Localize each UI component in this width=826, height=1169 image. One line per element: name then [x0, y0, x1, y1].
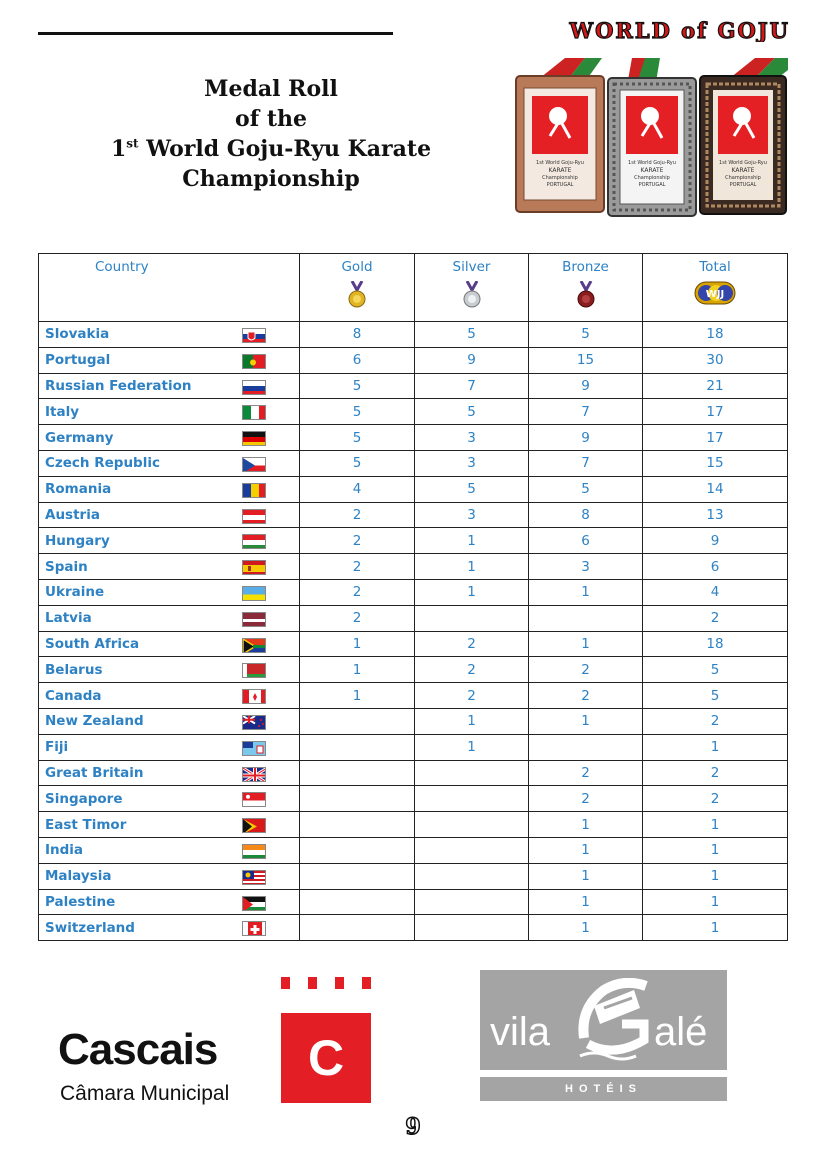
bronze-count-cell: 1 [529, 579, 643, 605]
gold-count-cell: 2 [300, 502, 415, 528]
country-name: Germany [45, 429, 114, 446]
gold-count-cell [300, 812, 415, 838]
table-row [39, 528, 788, 554]
svg-text:WJJ: WJJ [705, 289, 725, 300]
medal-left-line2: KARATE [548, 167, 572, 174]
cascais-logo-bars [281, 977, 373, 989]
table-row [39, 812, 788, 838]
total-count-cell: 17 [643, 399, 788, 425]
gold-count-cell: 6 [300, 347, 415, 373]
gold-count-cell: 4 [300, 476, 415, 502]
total-count-cell: 9 [643, 528, 788, 554]
title-line-3 [80, 134, 462, 164]
medal-middle [608, 78, 696, 216]
country-name: New Zealand [45, 713, 144, 730]
country-flag-icon [242, 715, 266, 730]
silver-count-cell: 2 [415, 683, 529, 709]
country-cell [39, 657, 300, 683]
vilagale-subtitle: HOTÉIS [480, 1077, 727, 1101]
gold-count-cell: 1 [300, 657, 415, 683]
header-silver-label: Silver [452, 259, 491, 275]
silver-count-cell: 2 [415, 631, 529, 657]
country-flag-icon [242, 689, 266, 704]
bronze-count-cell: 1 [529, 915, 643, 941]
country-cell [39, 734, 300, 760]
total-count-cell: 13 [643, 502, 788, 528]
country-cell [39, 554, 300, 580]
header-gold [300, 254, 415, 322]
title-line-3-rest: World Goju-Ryu Karate [138, 136, 432, 162]
country-flag-icon [242, 844, 266, 859]
medal-middle-line2: KARATE [640, 167, 664, 174]
country-flag-icon [242, 792, 266, 807]
silver-count-cell [415, 837, 529, 863]
total-count-cell: 5 [643, 657, 788, 683]
country-name: Romania [45, 481, 112, 498]
country-name: Slovakia [45, 326, 110, 343]
header-country-label: Country [95, 259, 149, 275]
table-row [39, 502, 788, 528]
title-line-1: Medal Roll [204, 76, 338, 102]
gold-count-cell: 5 [300, 399, 415, 425]
cascais-bar [308, 977, 317, 989]
table-row [39, 579, 788, 605]
gold-count-cell: 5 [300, 373, 415, 399]
table-row [39, 889, 788, 915]
gold-count-cell [300, 837, 415, 863]
table-row [39, 863, 788, 889]
gold-count-cell [300, 889, 415, 915]
vilagale-word-right: alé [654, 1010, 708, 1054]
country-cell [39, 837, 300, 863]
country-cell [39, 889, 300, 915]
gold-count-cell [300, 734, 415, 760]
gold-count-cell [300, 708, 415, 734]
bronze-count-cell [529, 734, 643, 760]
silver-count-cell [415, 605, 529, 631]
medals-photo [510, 58, 788, 218]
total-count-cell: 1 [643, 812, 788, 838]
country-cell [39, 425, 300, 451]
bronze-count-cell: 1 [529, 889, 643, 915]
country-flag-icon [242, 380, 266, 395]
country-cell [39, 476, 300, 502]
silver-count-cell: 2 [415, 657, 529, 683]
bronze-count-cell: 1 [529, 708, 643, 734]
bronze-count-cell: 9 [529, 425, 643, 451]
country-flag-icon [242, 818, 266, 833]
country-cell [39, 915, 300, 941]
country-cell [39, 373, 300, 399]
table-row [39, 373, 788, 399]
silver-count-cell: 1 [415, 528, 529, 554]
header-total-label: Total [699, 259, 731, 275]
country-flag-icon [242, 509, 266, 524]
total-count-cell: 4 [643, 579, 788, 605]
gold-count-cell: 2 [300, 554, 415, 580]
bronze-count-cell: 7 [529, 399, 643, 425]
total-count-cell: 2 [643, 786, 788, 812]
medal-middle-line4: PORTUGAL [638, 182, 666, 188]
bronze-count-cell: 1 [529, 631, 643, 657]
country-cell [39, 605, 300, 631]
table-row [39, 786, 788, 812]
medal-left [516, 76, 604, 212]
silver-count-cell: 1 [415, 734, 529, 760]
silver-count-cell: 1 [415, 708, 529, 734]
country-name: Switzerland [45, 919, 135, 936]
country-flag-icon [242, 663, 266, 678]
page-number: 9 [405, 1114, 421, 1140]
total-count-cell: 18 [643, 322, 788, 348]
bronze-count-cell: 2 [529, 683, 643, 709]
country-flag-icon [242, 457, 266, 472]
header-total [643, 254, 788, 322]
bronze-count-cell: 2 [529, 786, 643, 812]
country-cell [39, 579, 300, 605]
total-count-cell: 1 [643, 837, 788, 863]
country-name: Portugal [45, 352, 111, 369]
bronze-count-cell: 6 [529, 528, 643, 554]
country-cell [39, 812, 300, 838]
table-row [39, 554, 788, 580]
country-flag-icon [242, 431, 266, 446]
table-row [39, 708, 788, 734]
medal-left-line3: Championship [542, 175, 578, 181]
bronze-count-cell: 1 [529, 863, 643, 889]
table-row [39, 605, 788, 631]
cascais-bar [281, 977, 290, 989]
gold-count-cell: 5 [300, 425, 415, 451]
gold-count-cell: 2 [300, 579, 415, 605]
country-name: Hungary [45, 532, 110, 549]
total-count-cell: 5 [643, 683, 788, 709]
table-header-row [39, 254, 788, 322]
total-count-cell: 30 [643, 347, 788, 373]
title-ordinal-suffix: st [126, 136, 139, 151]
silver-count-cell: 3 [415, 450, 529, 476]
country-flag-icon [242, 405, 266, 420]
header-silver [415, 254, 529, 322]
silver-count-cell: 5 [415, 322, 529, 348]
country-name: Latvia [45, 610, 92, 627]
country-name: Singapore [45, 790, 123, 807]
header-bronze [529, 254, 643, 322]
table-row [39, 322, 788, 348]
table-row [39, 347, 788, 373]
country-flag-icon [242, 612, 266, 627]
cascais-subtitle: Câmara Municipal [60, 1082, 230, 1105]
country-flag-icon [242, 638, 266, 653]
gold-count-cell: 2 [300, 605, 415, 631]
gold-count-cell: 8 [300, 322, 415, 348]
medal-right-line2: KARATE [731, 167, 755, 174]
silver-count-cell [415, 863, 529, 889]
country-flag-icon [242, 767, 266, 782]
table-row [39, 425, 788, 451]
country-cell [39, 450, 300, 476]
cascais-bar [335, 977, 344, 989]
country-name: East Timor [45, 816, 127, 833]
gold-count-cell: 2 [300, 528, 415, 554]
country-cell [39, 786, 300, 812]
country-name: Palestine [45, 893, 116, 910]
title-line-4: Championship [182, 166, 360, 192]
country-flag-icon [242, 741, 266, 756]
table-row [39, 683, 788, 709]
table-row [39, 760, 788, 786]
bronze-count-cell: 15 [529, 347, 643, 373]
country-name: South Africa [45, 635, 140, 652]
country-name: Fiji [45, 739, 69, 756]
bronze-count-cell: 7 [529, 450, 643, 476]
total-count-cell: 14 [643, 476, 788, 502]
country-name: Austria [45, 506, 100, 523]
country-name: Czech Republic [45, 455, 160, 472]
total-count-cell: 2 [643, 605, 788, 631]
silver-count-cell [415, 889, 529, 915]
table-row [39, 476, 788, 502]
bronze-count-cell: 5 [529, 476, 643, 502]
country-name: Canada [45, 687, 102, 704]
medal-middle-line3: Championship [634, 175, 670, 181]
bronze-count-cell: 8 [529, 502, 643, 528]
total-count-cell: 1 [643, 863, 788, 889]
country-cell [39, 399, 300, 425]
title-line-2: of the [235, 106, 307, 132]
medal-table [38, 253, 788, 941]
wgjj-logo-icon [694, 281, 736, 305]
gold-count-cell: 1 [300, 683, 415, 709]
gold-count-cell [300, 786, 415, 812]
country-name: India [45, 842, 84, 859]
country-flag-icon [242, 483, 266, 498]
country-cell [39, 683, 300, 709]
silver-count-cell: 1 [415, 579, 529, 605]
country-name: Spain [45, 558, 88, 575]
header-gold-label: Gold [341, 259, 373, 275]
bronze-count-cell [529, 605, 643, 631]
country-cell [39, 528, 300, 554]
medal-right-line4: PORTUGAL [729, 182, 757, 188]
bronze-count-cell: 9 [529, 373, 643, 399]
vilagale-word-left: vila [490, 1010, 551, 1054]
medal-right-line1: 1st World Goju-Ryu [719, 160, 767, 166]
table-row [39, 657, 788, 683]
total-count-cell: 18 [643, 631, 788, 657]
bronze-count-cell: 2 [529, 657, 643, 683]
bronze-medal-icon [576, 281, 596, 309]
country-name: Italy [45, 403, 80, 420]
country-cell [39, 322, 300, 348]
total-count-cell: 21 [643, 373, 788, 399]
table-row [39, 915, 788, 941]
silver-count-cell: 1 [415, 554, 529, 580]
table-row [39, 450, 788, 476]
gold-medal-icon [347, 281, 367, 309]
total-count-cell: 17 [643, 425, 788, 451]
table-row [39, 837, 788, 863]
cascais-logo-text: Cascais [58, 1025, 218, 1074]
medal-middle-line1: 1st World Goju-Ryu [628, 160, 676, 166]
vilagale-logo [480, 970, 727, 1070]
total-count-cell: 1 [643, 889, 788, 915]
country-flag-icon [242, 354, 266, 369]
country-name: Ukraine [45, 584, 105, 601]
country-flag-icon [242, 870, 266, 885]
medal-right-line3: Championship [725, 175, 761, 181]
silver-count-cell: 7 [415, 373, 529, 399]
table-row [39, 734, 788, 760]
gold-count-cell [300, 863, 415, 889]
header-country [39, 254, 300, 322]
bronze-count-cell: 2 [529, 760, 643, 786]
total-count-cell: 1 [643, 915, 788, 941]
gold-count-cell [300, 760, 415, 786]
silver-count-cell: 5 [415, 399, 529, 425]
country-flag-icon [242, 328, 266, 343]
total-count-cell: 1 [643, 734, 788, 760]
silver-count-cell: 9 [415, 347, 529, 373]
silver-medal-icon [462, 281, 482, 309]
gold-count-cell: 5 [300, 450, 415, 476]
silver-count-cell [415, 915, 529, 941]
country-cell [39, 760, 300, 786]
header-rule [38, 32, 393, 35]
country-flag-icon [242, 534, 266, 549]
country-flag-icon [242, 896, 266, 911]
total-count-cell: 2 [643, 708, 788, 734]
country-flag-icon [242, 586, 266, 601]
bronze-count-cell: 1 [529, 812, 643, 838]
title-ordinal-number: 1 [110, 136, 127, 162]
country-name: Russian Federation [45, 377, 192, 394]
country-cell [39, 708, 300, 734]
country-name: Belarus [45, 661, 103, 678]
silver-count-cell: 3 [415, 425, 529, 451]
table-row [39, 399, 788, 425]
silver-count-cell [415, 786, 529, 812]
total-count-cell: 15 [643, 450, 788, 476]
bronze-count-cell: 3 [529, 554, 643, 580]
country-cell [39, 347, 300, 373]
country-cell [39, 863, 300, 889]
total-count-cell: 2 [643, 760, 788, 786]
bronze-count-cell: 1 [529, 837, 643, 863]
total-count-cell: 6 [643, 554, 788, 580]
country-cell [39, 502, 300, 528]
cascais-logo-mark: C [281, 1013, 371, 1103]
country-cell [39, 631, 300, 657]
silver-count-cell: 5 [415, 476, 529, 502]
gold-count-cell [300, 915, 415, 941]
medal-left-line4: PORTUGAL [546, 182, 574, 188]
table-row [39, 631, 788, 657]
country-flag-icon [242, 560, 266, 575]
country-name: Malaysia [45, 868, 112, 885]
medal-right [700, 76, 786, 214]
gold-count-cell: 1 [300, 631, 415, 657]
silver-count-cell [415, 812, 529, 838]
magazine-title: WORLD of GOJU [569, 18, 790, 42]
country-flag-icon [242, 921, 266, 936]
cascais-bar [362, 977, 371, 989]
vilagale-g-icon [574, 978, 654, 1064]
silver-count-cell: 3 [415, 502, 529, 528]
silver-count-cell [415, 760, 529, 786]
header-bronze-label: Bronze [562, 259, 609, 275]
medal-left-line1: 1st World Goju-Ryu [536, 160, 584, 166]
bronze-count-cell: 5 [529, 322, 643, 348]
country-name: Great Britain [45, 764, 144, 781]
page-title [80, 74, 462, 194]
